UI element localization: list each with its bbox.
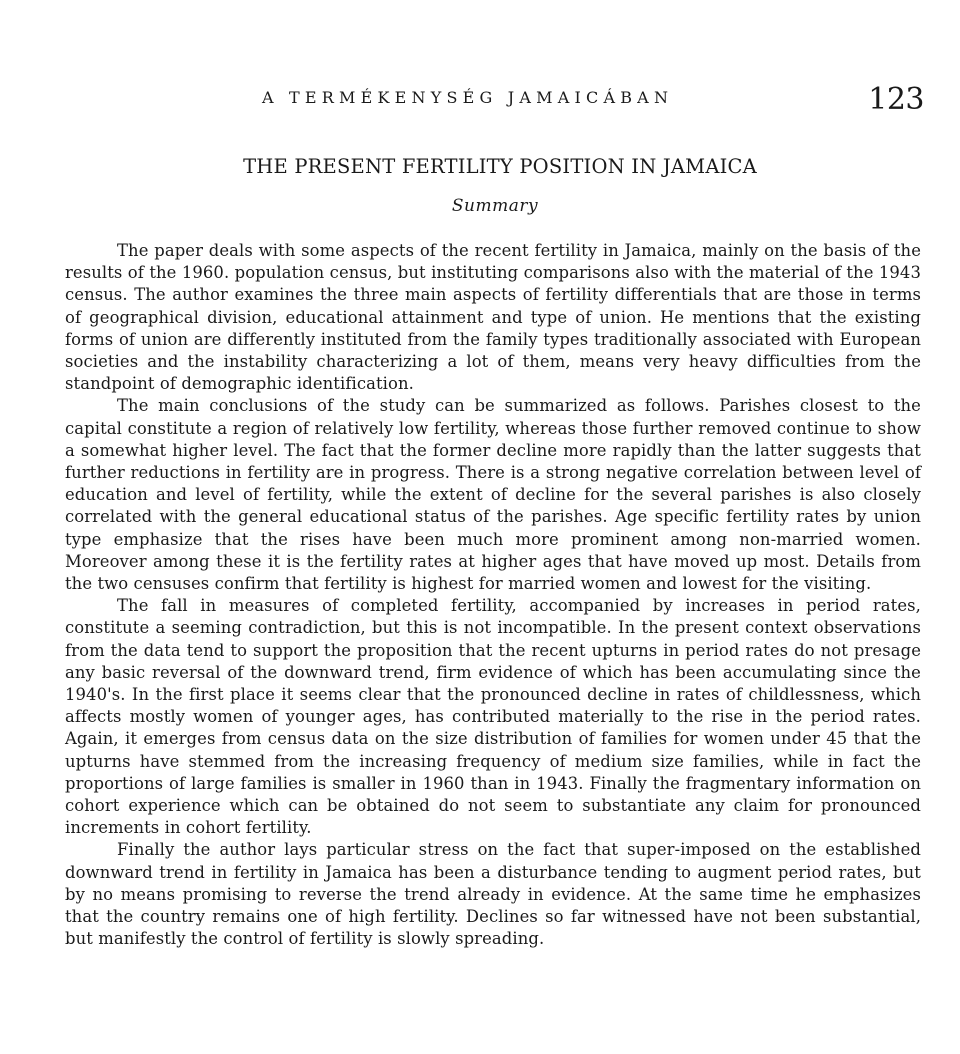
article-title: THE PRESENT FERTILITY POSITION IN JAMAICA <box>243 155 757 178</box>
running-head: A TERMÉKENYSÉG JAMAICÁBAN <box>262 88 674 107</box>
paragraph-4: Finally the author lays particular stress on the fact that super-imposed on the established downward trend in fertility in Jamaica has been a disturbance tending to augment period rates, but by no means promising to reverse the trend already in evidence. At the same time he emphasizes that the country remains one of high fertility. Declines so far witnessed have not been substantial, but manifestly the control of fertility is slowly spreading. <box>65 840 921 949</box>
article-body <box>65 240 921 951</box>
paragraph-2: The main conclusions of the study can be summarized as follows. Parishes closest to the capital constitute a region of relatively low fertility, whereas those further removed continue to show a somewhat higher level. The fact that the former decline more rapidly than the latter suggests that further reductions in fertility are in progress. There is a strong negative correlation between level of education and level of fertility, while the extent of decline for the several parishes is also closely correlated with the general educational status of the parishes. Age specific fertility rates by union type emphasize that the rises have been much more prominent among non-married women. Moreover among these it is the fertility rates at higher ages that have moved up most. Details from the two censuses confirm that fertility is highest for married women and lowest for the visiting. <box>65 396 921 594</box>
paragraph-1: The paper deals with some aspects of the recent fertility in Jamaica, mainly on the basis of the results of the 1960. population census, but instituting comparisons also with the material of the 1943 census. The author examines the three main aspects of fertility differentials that are those in terms of geographical division, educational attainment and type of union. He mentions that the existing forms of union are differently instituted from the family types traditionally associated with European societies and the instability characterizing a lot of them, means very heavy difficulties from the standpoint of demographic identification. <box>65 241 921 394</box>
page-number: 123 <box>868 82 924 117</box>
article-subtitle: Summary <box>451 196 539 216</box>
paragraph-3: The fall in measures of completed fertility, accompanied by increases in period rates, constitute a seeming contradiction, but this is not incompatible. In the present context observations from the data tend to support the proposition that the recent upturns in period rates do not presage any basic reversal of the downward trend, firm evidence of which has been accumulating since the 1940's. In the first place it seems clear that the pronounced decline in rates of childlessness, which affects mostly women of younger ages, has contributed materially to the rise in the period rates. Again, it emerges from census data on the size distribution of families for women under 45 that the upturns have stemmed from the increasing frequency of medium size families, while in fact the proportions of large families is smaller in 1960 than in 1943. Finally the fragmentary information on cohort experience which can be obtained do not seem to substantiate any claim for pronounced increments in cohort fertility. <box>65 596 921 838</box>
